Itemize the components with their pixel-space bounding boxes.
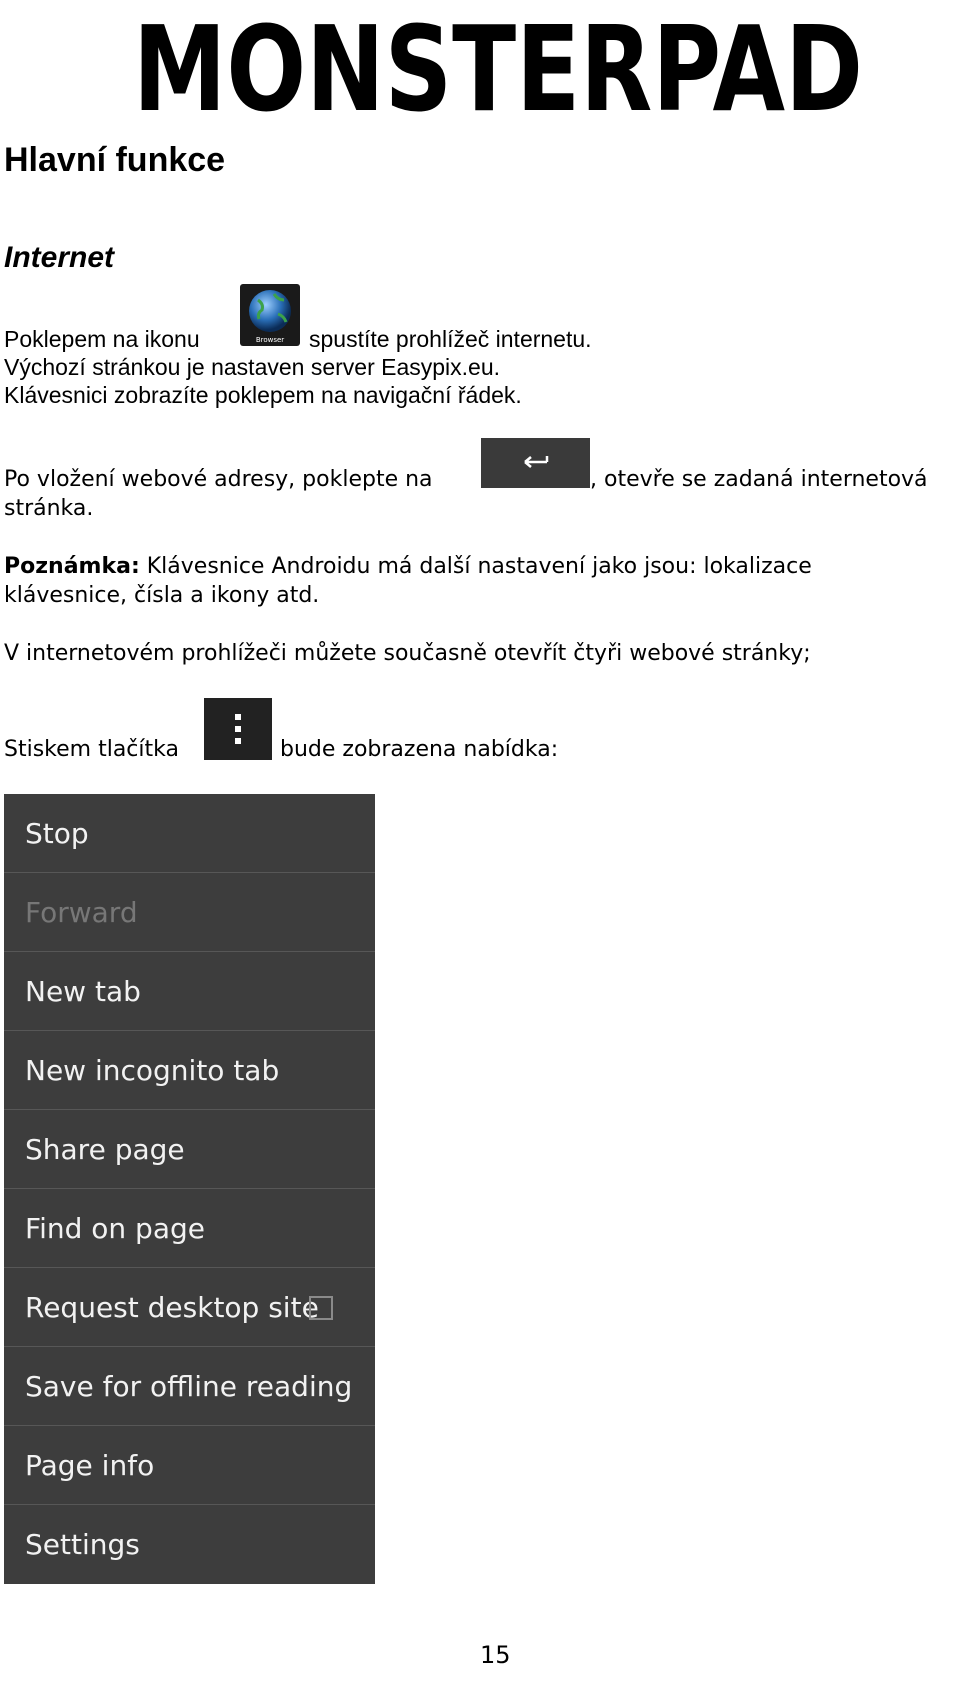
note-text: Klávesnice Androidu má další nastavení jako jsou: lokalizace (139, 554, 812, 579)
menu-item-save-offline[interactable] (4, 1347, 375, 1426)
para1-line2: Výchozí stránkou je nastaven server Easypix.eu. (4, 354, 501, 380)
overflow-menu-icon (204, 698, 272, 760)
para1-line1-start: Poklepem na ikonu (4, 326, 200, 352)
menu-item-page-info[interactable] (4, 1426, 375, 1505)
logo-text: MONSTERPAD (133, 0, 863, 138)
para4-end: bude zobrazena nabídka: (280, 737, 559, 762)
menu-item-new-tab[interactable] (4, 952, 375, 1031)
menu-key (204, 698, 272, 760)
menu-item-label: New incognito tab (25, 1054, 280, 1087)
para2-line1-end: , otevře se zadaná internetová (590, 467, 928, 492)
menu-item-label: Request desktop site (25, 1291, 319, 1324)
menu-item-share-page[interactable] (4, 1110, 375, 1189)
note-line1 (4, 552, 812, 581)
para3: V internetovém prohlížeči můžete současně otevřít čtyři webové stránky; (4, 641, 811, 666)
enter-key (481, 438, 590, 488)
menu-item-label: Page info (25, 1449, 155, 1482)
enter-arrow-icon (481, 438, 590, 488)
menu-item-label: Forward (25, 896, 138, 929)
browser-menu (4, 794, 375, 1584)
note-line2: klávesnice, čísla a ikony atd. (4, 583, 320, 608)
menu-item-label: Settings (25, 1528, 140, 1561)
menu-item-new-incognito-tab[interactable] (4, 1031, 375, 1110)
para2-line2: stránka. (4, 496, 94, 521)
para4-start: Stiskem tlačítka (4, 737, 179, 762)
menu-item-label: New tab (25, 975, 141, 1008)
page-number: 15 (480, 1641, 511, 1669)
menu-item-settings[interactable] (4, 1505, 375, 1584)
para1-line3: Klávesnici zobrazíte poklepem na navigační řádek. (4, 382, 522, 408)
menu-item-forward[interactable] (4, 873, 375, 952)
page-title: Hlavní funkce (4, 141, 226, 179)
menu-item-label: Share page (25, 1133, 185, 1166)
para2-line1-start: Po vložení webové adresy, poklepte na (4, 467, 433, 492)
desktop-site-checkbox[interactable] (309, 1296, 333, 1320)
browser-icon (240, 284, 300, 346)
menu-item-label: Stop (25, 817, 89, 850)
monsterpad-logo (131, 0, 865, 138)
menu-item-label: Save for offline reading (25, 1370, 353, 1403)
section-title: Internet (4, 241, 115, 274)
browser-icon-label: Browser (255, 336, 285, 344)
note-label: Poznámka: (4, 554, 140, 579)
menu-item-request-desktop-site[interactable] (4, 1268, 375, 1347)
menu-item-find-on-page[interactable] (4, 1189, 375, 1268)
para1-line1-end: spustíte prohlížeč internetu. (309, 326, 592, 352)
menu-item-stop[interactable] (4, 794, 375, 873)
menu-item-label: Find on page (25, 1212, 205, 1245)
